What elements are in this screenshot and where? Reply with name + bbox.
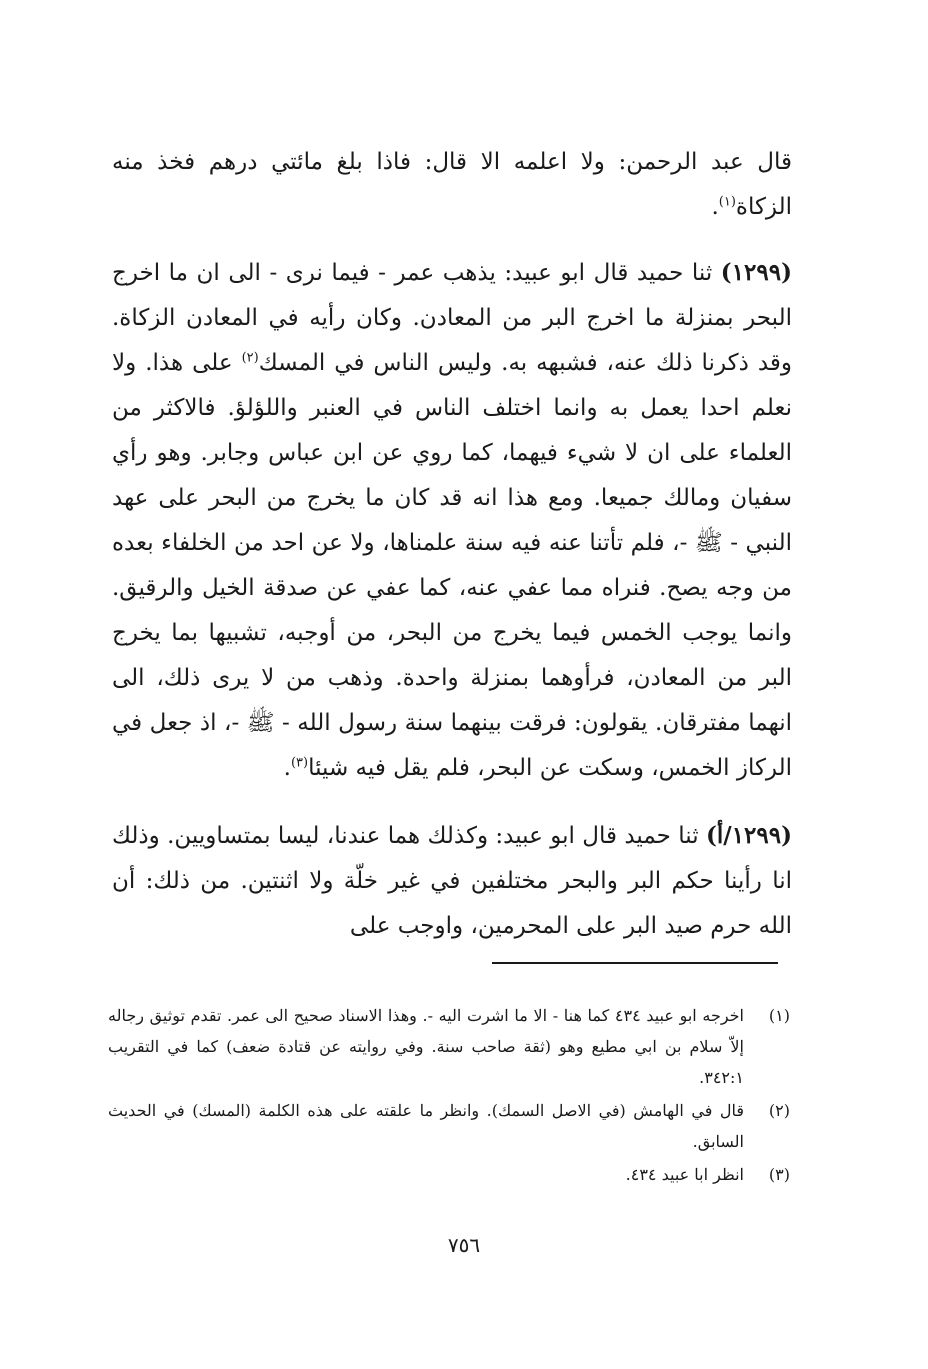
- main-text: [112, 140, 792, 971]
- paragraph-1299: [112, 250, 792, 791]
- footnote-ref-3: (٣): [290, 755, 309, 771]
- footnote-item: [108, 1095, 790, 1157]
- footnote-text: اخرجه ابو عبيد ٤٣٤ كما هنا - الا ما اشرت اليه -. وهذا الاسناد صحيح الى عمر. تقدم توثيق رجاله إلاّ سلام بن ابي مطيع وهو (ثقة صاحب سنة. وفي روايته عن قتادة ضعف) كما في التقريب ٣٤٢:١.: [108, 1006, 745, 1087]
- paragraph-1-text: قال عبد الرحمن: ولا اعلمه الا قال: فاذا بلغ مائتي درهم فخذ منه الزكاة: [112, 149, 792, 220]
- footnote-ref-2: (٢): [241, 350, 259, 366]
- page-number: ٧٥٦: [447, 1233, 481, 1257]
- paragraph-1299a-text: ثنا حميد قال ابو عبيد: وكذلك هما عندنا، ليسا بمتساويين. وذلك انا رأينا حكم البر والبحر مختلفين في غير خلّة ولا اثنتين. من ذلك: أن الله حرم صيد البر على المحرمين، واوجب على: [112, 823, 792, 939]
- footnote-text: انظر ابا عبيد ٤٣٤.: [625, 1165, 744, 1184]
- footnote-number: (٣): [768, 1165, 790, 1184]
- footnote-ref-1: (١): [718, 194, 736, 210]
- paragraph-1299-text-a: ثنا حميد قال ابو عبيد: يذهب عمر - فيما نرى - الى ان ما اخرج البحر بمنزلة ما اخرج البر من المعادن. وكان رأيه في المعادن الزكاة. وقد ذكرنا ذلك عنه، فشبهه به. وليس الناس في المسك: [112, 260, 792, 376]
- footnote-number: (٢): [768, 1101, 790, 1120]
- hadith-number-1299: (١٢٩٩): [720, 259, 792, 286]
- paragraph-1299a: [112, 813, 792, 949]
- paragraph-1-end: .: [711, 194, 719, 220]
- footnote-number: (١): [768, 1006, 790, 1025]
- paragraph-1299-text-b: على هذا. ولا نعلم احدا يعمل به وانما اختلف الناس في العنبر واللؤلؤ. فالاكثر من العلماء على ان لا شيء فيهما، كما روي عن ابن عباس وجابر. وهو رأي سفيان ومالك جميعا. ومع هذا انه قد كان ما يخرج من البحر على عهد النبي - ﷺ -، فلم تأتنا عنه فيه سنة علمناها، ولا عن احد من الخلفاء بعده من وجه يصح. فنراه مما عفي عنه، كما عفي عن صدقة الخيل والرقيق. وانما يوجب الخمس فيما يخرج من البحر، من أوجبه، تشبيها بما يخرج البر من المعادن، فرأوهما بمنزلة واحدة. وذهب من لا يرى ذلك، الى انهما مفترقان. يقولون: فرقت بينهما سنة رسول الله - ﷺ -، اذ جعل في الركاز الخمس، وسكت عن البحر، فلم يقل فيه شيئا: [112, 350, 792, 781]
- paragraph-1: [112, 140, 792, 230]
- hadith-number-1299a: (١٢٩٩/أ): [706, 822, 792, 849]
- footnote-text: قال في الهامش (في الاصل السمك). وانظر ما علقته على هذه الكلمة (المسك) في الحديث السابق.: [108, 1101, 744, 1151]
- footnote-separator: [492, 962, 778, 964]
- footnotes: [108, 1000, 790, 1192]
- footnote-item: [108, 1159, 790, 1190]
- footnote-item: [108, 1000, 790, 1093]
- paragraph-1299-end: .: [283, 755, 291, 781]
